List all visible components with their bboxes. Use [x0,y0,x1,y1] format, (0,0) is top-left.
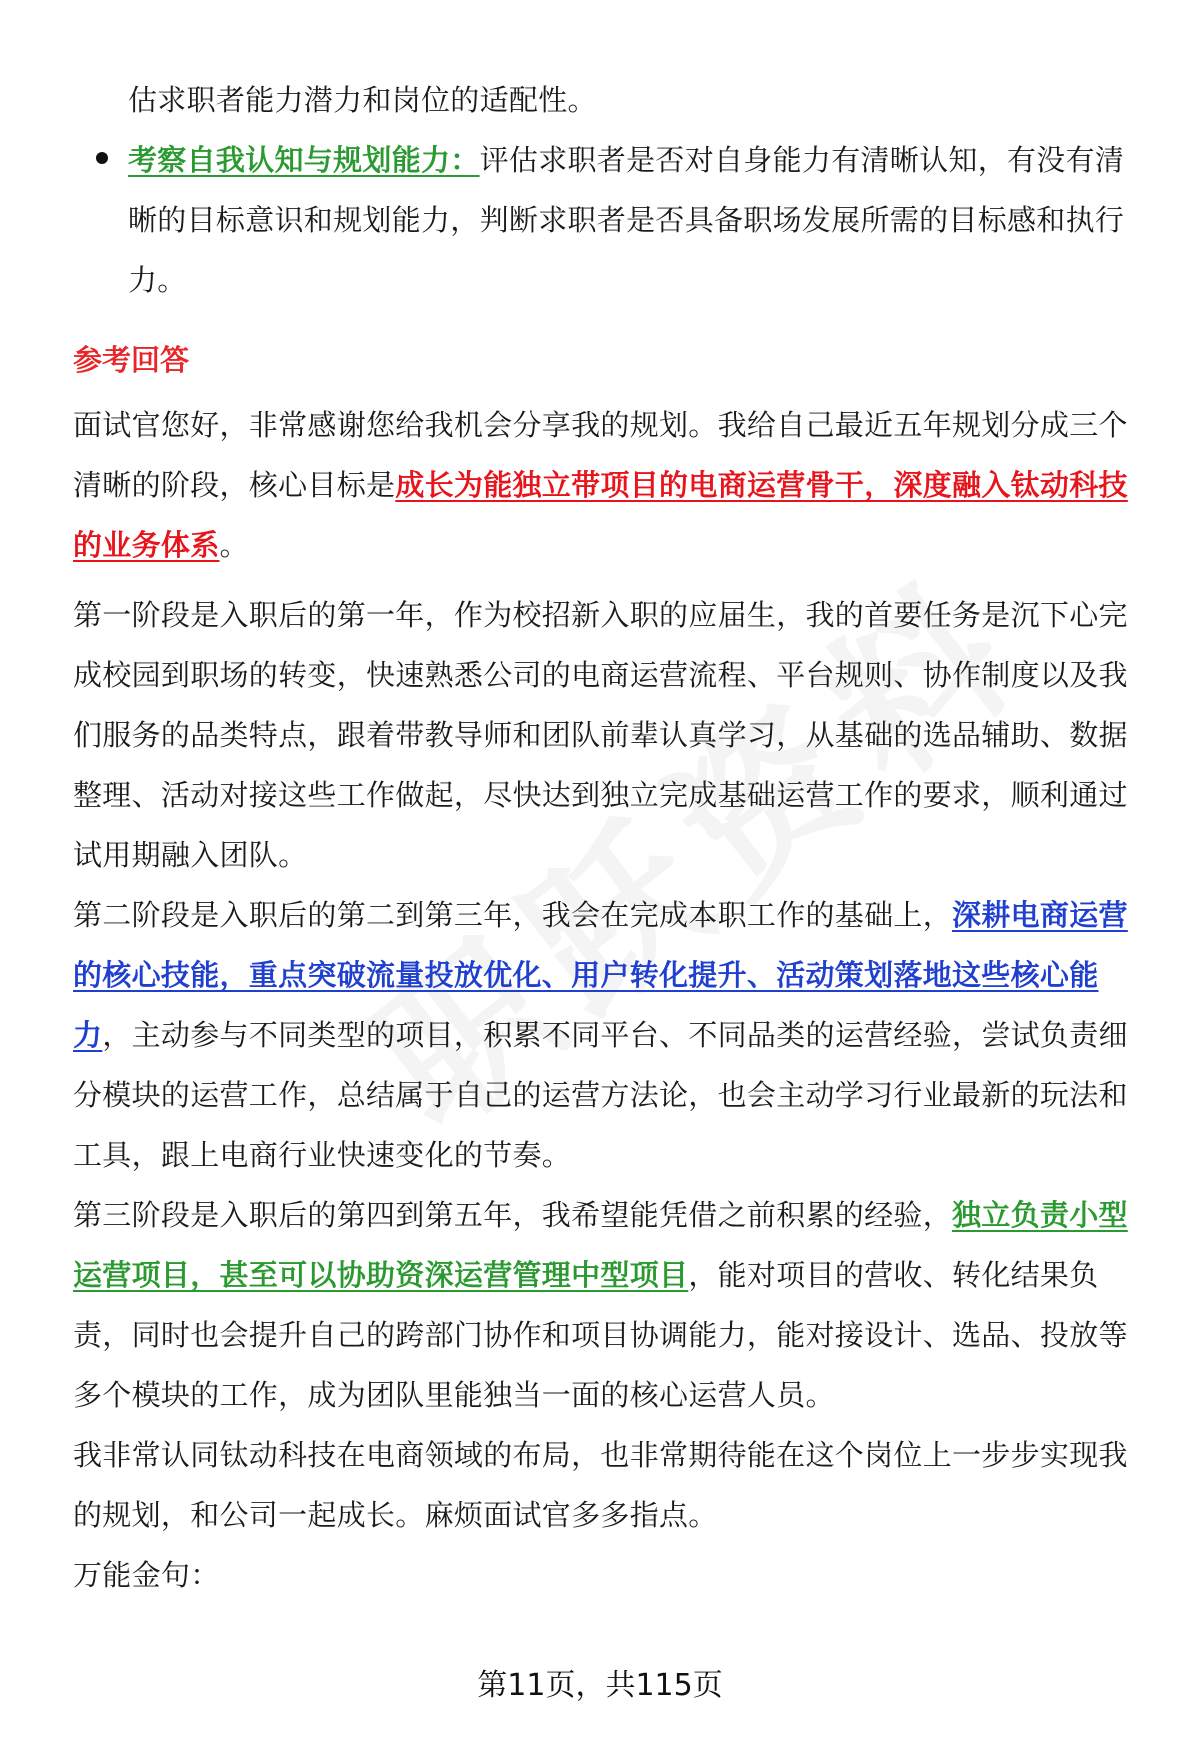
page-footer: 第11页，共115页 [477,1668,723,1703]
stage-3-pre: 第三阶段是入职后的第四到第五年，我希望能凭借之前积累的经验， [73,1198,953,1232]
paragraph-intro-highlight: 成长为能独立带项目的电商运营骨干，深度融入钛动科技的业务体系 [73,468,1128,562]
paragraph-stage-2 [73,885,1148,1185]
stage-3-post: ，能对项目的营收、转化结果负责，同时也会提升自己的跨部门协作和项目协调能力，能对接设计、选品、投放等多个模块的工作，成为团队里能独当一面的核心运营人员。 [73,1258,1128,1412]
paragraph-intro-pre: 面试官您好，非常感谢您给我机会分享我的规划。我给自己最近五年规划分成三个清晰的阶段，核心目标是 [73,408,1128,502]
bullet-text: 评估求职者是否对自身能力有清晰认知，有没有清晰的目标意识和规划能力，判断求职者是否具备职场发展所需的目标感和执行力。 [128,143,1125,297]
reference-heading: 参考回答 [73,343,190,377]
paragraph-intro [73,395,1148,575]
paragraph-closing: 我非常认同钛动科技在电商领域的布局，也非常期待能在这个岗位上一步步实现我的规划，和公司一起成长。麻烦面试官多多指点。 [73,1438,1128,1532]
stage-2-post: ，主动参与不同类型的项目，积累不同平台、不同品类的运营经验，尝试负责细分模块的运营工作，总结属于自己的运营方法论，也会主动学习行业最新的玩法和工具，跟上电商行业快速变化的节奏。 [73,1018,1128,1172]
paragraph-intro-post: 。 [219,528,249,562]
paragraph-stage-1: 第一阶段是入职后的第一年，作为校招新入职的应届生，我的首要任务是沉下心完成校园到职场的转变，快速熟悉公司的电商运营流程、平台规则、协作制度以及我们服务的品类特点，跟着带教导师和团队前辈认真学习，从基础的选品辅助、数据整理、活动对接这些工作做起，尽快达到独立完成基础运营工作的要求，顺利通过试用期融入团队。 [73,598,1128,872]
bullet-item [128,130,1148,310]
golden-sentence-label: 万能金句： [73,1558,220,1592]
stage-2-pre: 第二阶段是入职后的第二到第三年，我会在完成本职工作的基础上， [73,898,953,932]
stage-3-highlight: 独立负责小型运营项目，甚至可以协助资深运营管理中型项目 [73,1198,1128,1292]
bullet-dot-icon [96,152,108,164]
bullet-label: 考察自我认知与规划能力： [128,143,480,177]
paragraph-stage-3 [73,1185,1148,1425]
stage-2-highlight: 深耕电商运营的核心技能，重点突破流量投放优化、用户转化提升、活动策划落地这些核心能力 [73,898,1128,1052]
intro-continuation: 估求职者能力潜力和岗位的适配性。 [128,83,597,117]
